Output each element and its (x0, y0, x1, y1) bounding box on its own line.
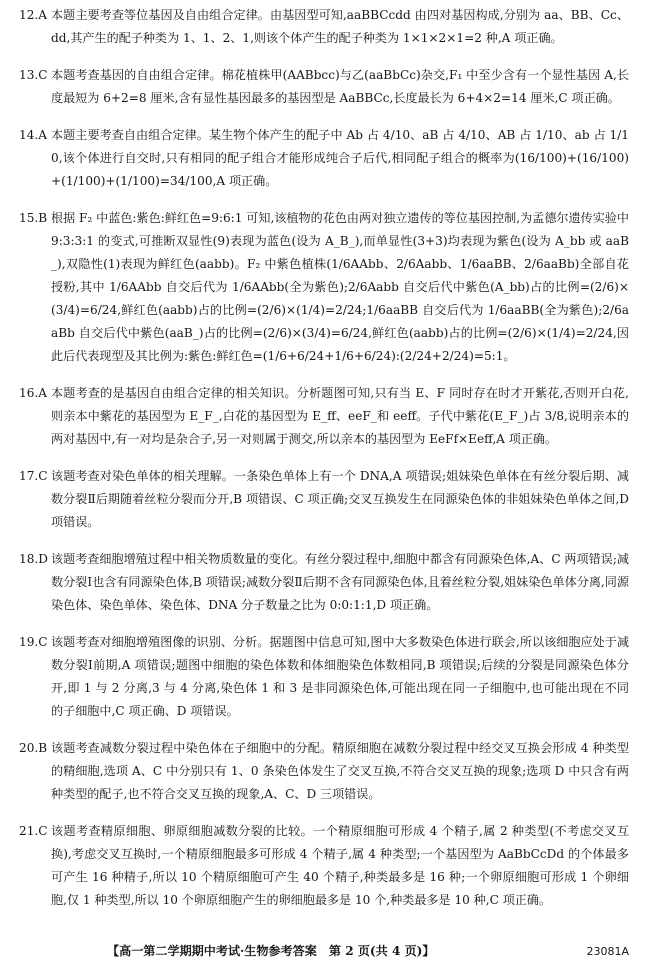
document-code: 23081A (586, 945, 629, 958)
answer-14 (19, 124, 629, 193)
answer-explanation: 本题主要考查自由组合定律。某生物个体产生的配子中 Ab 占 4/10、aB 占 4/10、AB 占 1/10、ab 占 1/10,该个体进行自交时,只有相同的配子组合才能形成纯合子后代,相同配子组合的概率为(16/100)+(16/100)+(1/100)+(1/100)=34/100,A 项正确。 (51, 128, 629, 188)
answer-explanation: 该题考查精原细胞、卵原细胞减数分裂的比较。一个精原细胞可形成 4 个精子,属 2 种类型(不考虑交叉互换),考虑交叉互换时,一个精原细胞最多可形成 4 个精子,属 4 种类型;一个基因型为 AaBbCcDd 的个体最多可产生 16 种精子,所以 10 个精原细胞可产生 40 个精子,种类最多是 16 种;一个卵原细胞可形成 1 个卵细胞,仅 1 种类型,所以 10 个卵原细胞产生的卵细胞最多是 10 个,种类最多是 10 种,C 项正确。 (51, 824, 629, 907)
answer-explanation: 该题考查细胞增殖过程中相关物质数量的变化。有丝分裂过程中,细胞中都含有同源染色体,A、C 两项错误;减数分裂Ⅰ也含有同源染色体,B 项错误;减数分裂Ⅱ后期不含有同源染色体,且着丝粒分裂,姐妹染色单体分离,同源染色体、染色单体、染色体、DNA 分子数量之比为 0:0:1:1,D 项正确。 (51, 552, 629, 612)
answer-number: 14.A (19, 128, 47, 142)
answer-12 (19, 4, 629, 50)
answer-explanation: 本题主要考查等位基因及自由组合定律。由基因型可知,aaBBCcdd 由四对基因构成,分别为 aa、BB、Cc、dd,其产生的配子种类为 1、1、2、1,则该个体产生的配子种类为 1×1×2×1=2 种,A 项正确。 (51, 8, 629, 45)
answer-number: 13.C (19, 68, 48, 82)
answer-20 (19, 737, 629, 806)
answer-number: 20.B (19, 741, 48, 755)
answer-17 (19, 465, 629, 534)
answer-19 (19, 631, 629, 723)
footer-title: 【高一第二学期期中考试·生物参考答案 第 2 页(共 4 页)】 (107, 944, 435, 958)
answer-explanation: 本题考查基因的自由组合定律。棉花植株甲(AABbcc)与乙(aaBbCc)杂交,F₁ 中至少含有一个显性基因 A,长度最短为 6+2=8 厘米,含有显性基因最多的基因型是 AaBBCc,长度最长为 6+4×2=14 厘米,C 项正确。 (51, 68, 629, 105)
answer-number: 16.A (19, 386, 47, 400)
answer-number: 19.C (19, 635, 48, 649)
answer-number: 15.B (19, 211, 48, 225)
answer-number: 18.D (19, 552, 48, 566)
page-footer (19, 942, 629, 961)
answer-explanation: 该题考查减数分裂过程中染色体在子细胞中的分配。精原细胞在减数分裂过程中经交叉互换会形成 4 种类型的精细胞,选项 A、C 中分别只有 1、0 条染色体发生了交叉互换,不符合交叉互换的现象;选项 D 中只含有两种类型的配子,也不符合交叉互换的现象,A、C、D 三项错误。 (51, 741, 629, 801)
answer-explanation: 根据 F₂ 中蓝色:紫色:鲜红色=9:6:1 可知,该植物的花色由两对独立遗传的等位基因控制,为孟德尔遗传实验中 9:3:3:1 的变式,可推断双显性(9)表现为蓝色(设为 A_B_),而单显性(3+3)均表现为紫色(设为 A_bb 或 aaB_),双隐性(1)表现为鲜红色(aabb)。F₂ 中紫色植株(1/6AAbb、2/6Aabb、1/6aaBB、2/6aaBb)全部自花授粉,其中 1/6AAbb 自交后代为 1/6AAbb(全为紫色);2/6Aabb 自交后代中紫色(A_bb)占的比例=(2/6)×(3/4)=6/24,鲜红色(aabb)占的比例=(2/6)×(1/4)=2/24;1/6aaBB 自交后代为 1/6aaBB(全为紫色);2/6aaBb 自交后代中紫色(aaB_)占的比例=(2/6)×(3/4)=6/24,鲜红色(aabb)占的比例=(2/6)×(1/4)=2/24,因此后代表现型及其比例为:紫色:鲜红色=(1/6+6/24+1/6+6/24):(2/24+2/24)=5:1。 (51, 211, 629, 363)
answer-explanation: 本题考查的是基因自由组合定律的相关知识。分析题图可知,只有当 E、F 同时存在时才开紫花,否则开白花,则亲本中紫花的基因型为 E_F_,白花的基因型为 E_ff、eeF_和 eeff。子代中紫花(E_F_)占 3/8,说明亲本的两对基因中,有一对均是杂合子,另一对则属于测交,所以亲本的基因型为 EeFf×Eeff,A 项正确。 (51, 386, 629, 446)
answer-16 (19, 382, 629, 451)
answer-explanation: 该题考查对细胞增殖图像的识别、分析。据题图中信息可知,图中大多数染色体进行联会,所以该细胞应处于减数分裂Ⅰ前期,A 项错误;题图中细胞的染色体数和体细胞染色体数相同,B 项错误;后续的分裂是同源染色体分开,即 1 与 2 分离,3 与 4 分离,染色体 1 和 3 是非同源染色体,可能出现在同一子细胞中,也可能出现在不同的子细胞中,C 项正确、D 项错误。 (51, 635, 629, 718)
answer-15 (19, 207, 629, 368)
answer-number: 21.C (19, 824, 48, 838)
answer-13 (19, 64, 629, 110)
answer-21 (19, 820, 629, 912)
answer-explanation: 该题考查对染色单体的相关理解。一条染色单体上有一个 DNA,A 项错误;姐妹染色单体在有丝分裂后期、减数分裂Ⅱ后期随着丝粒分裂而分开,B 项错误、C 项正确;交叉互换发生在同源染色体的非姐妹染色单体之间,D 项错误。 (51, 469, 629, 529)
answer-number: 12.A (19, 8, 47, 22)
answer-number: 17.C (19, 469, 48, 483)
answer-18 (19, 548, 629, 617)
